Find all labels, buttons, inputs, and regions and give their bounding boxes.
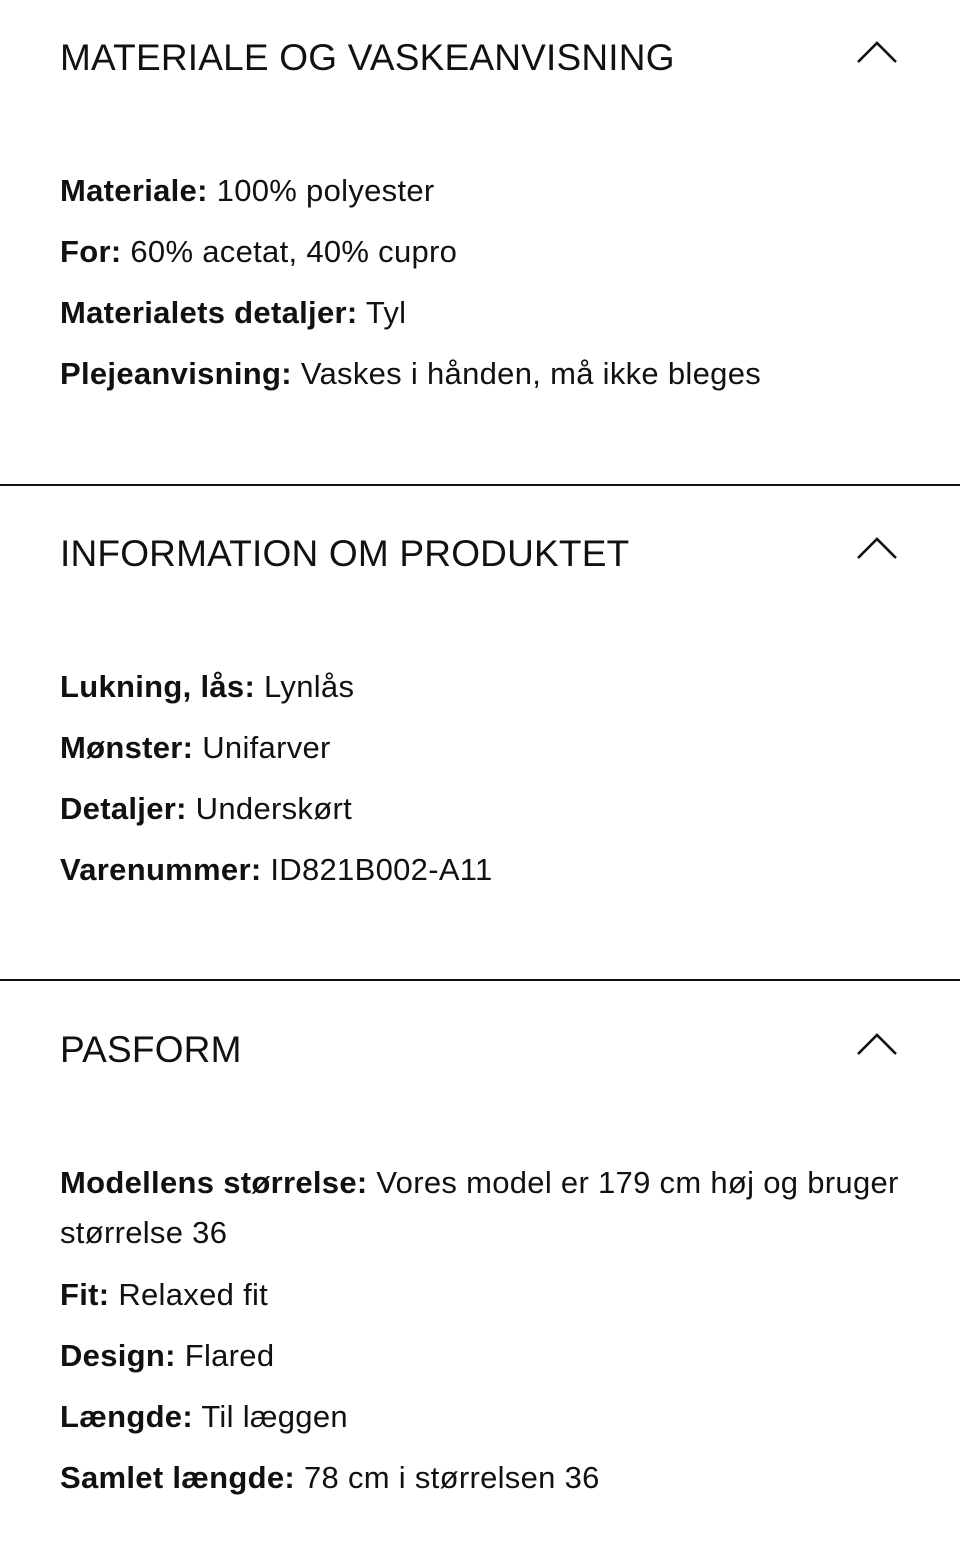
detail-row-closure bbox=[60, 662, 910, 723]
detail-label: Lukning, lås: bbox=[60, 669, 256, 704]
detail-row-design bbox=[60, 1331, 910, 1392]
detail-row-total-length bbox=[60, 1453, 910, 1514]
detail-value: 100% polyester bbox=[216, 173, 435, 208]
section-product-info-rows bbox=[60, 662, 910, 906]
section-materials-header[interactable] bbox=[0, 0, 960, 90]
detail-value: Unifarver bbox=[202, 730, 331, 765]
section-fit-rows bbox=[60, 1158, 910, 1514]
detail-row-item-number bbox=[60, 845, 910, 906]
chevron-up-icon[interactable] bbox=[856, 40, 898, 64]
detail-label: Varenummer: bbox=[60, 852, 262, 887]
section-divider bbox=[0, 979, 960, 981]
detail-row-details bbox=[60, 784, 910, 845]
section-product-info bbox=[0, 496, 960, 981]
detail-label: Modellens størrelse: bbox=[60, 1165, 368, 1200]
section-product-info-title: INFORMATION OM PRODUKTET bbox=[60, 533, 630, 574]
section-product-info-header[interactable] bbox=[0, 496, 960, 586]
detail-label: Materiale: bbox=[60, 173, 208, 208]
detail-value: Vores model er 179 cm høj og bruger størrelse 36 bbox=[60, 1165, 899, 1250]
detail-row-material-details bbox=[60, 288, 910, 349]
section-materials-rows bbox=[60, 166, 910, 410]
detail-label: Samlet længde: bbox=[60, 1460, 296, 1495]
section-divider bbox=[0, 484, 960, 486]
detail-row-model-size bbox=[60, 1158, 910, 1270]
detail-value: Relaxed fit bbox=[118, 1277, 269, 1312]
detail-row-fit bbox=[60, 1270, 910, 1331]
detail-row-lining bbox=[60, 227, 910, 288]
section-materials-title: MATERIALE OG VASKEANVISNING bbox=[60, 37, 675, 78]
detail-value: 78 cm i størrelsen 36 bbox=[303, 1460, 600, 1495]
section-fit bbox=[0, 992, 960, 1545]
section-fit-header[interactable] bbox=[0, 992, 960, 1082]
section-materials bbox=[0, 0, 960, 485]
chevron-up-icon[interactable] bbox=[856, 536, 898, 560]
detail-row-pattern bbox=[60, 723, 910, 784]
detail-value: Vaskes i hånden, må ikke bleges bbox=[300, 356, 762, 391]
detail-label: Plejeanvisning: bbox=[60, 356, 292, 391]
detail-value: Tyl bbox=[365, 295, 407, 330]
detail-label: Materialets detaljer: bbox=[60, 295, 358, 330]
detail-row-length bbox=[60, 1392, 910, 1453]
detail-row-material bbox=[60, 166, 910, 227]
detail-value: Flared bbox=[184, 1338, 275, 1373]
detail-value: Lynlås bbox=[264, 669, 355, 704]
chevron-up-icon[interactable] bbox=[856, 1032, 898, 1056]
detail-row-care bbox=[60, 349, 910, 410]
detail-label: Fit: bbox=[60, 1277, 110, 1312]
detail-label: Detaljer: bbox=[60, 791, 187, 826]
section-fit-title: PASFORM bbox=[60, 1029, 242, 1070]
detail-value: ID821B002-A11 bbox=[270, 852, 493, 887]
detail-value: Til læggen bbox=[201, 1399, 348, 1434]
detail-label: For: bbox=[60, 234, 122, 269]
detail-label: Mønster: bbox=[60, 730, 194, 765]
detail-label: Design: bbox=[60, 1338, 176, 1373]
detail-value: 60% acetat, 40% cupro bbox=[130, 234, 458, 269]
detail-label: Længde: bbox=[60, 1399, 193, 1434]
detail-value: Underskørt bbox=[195, 791, 352, 826]
